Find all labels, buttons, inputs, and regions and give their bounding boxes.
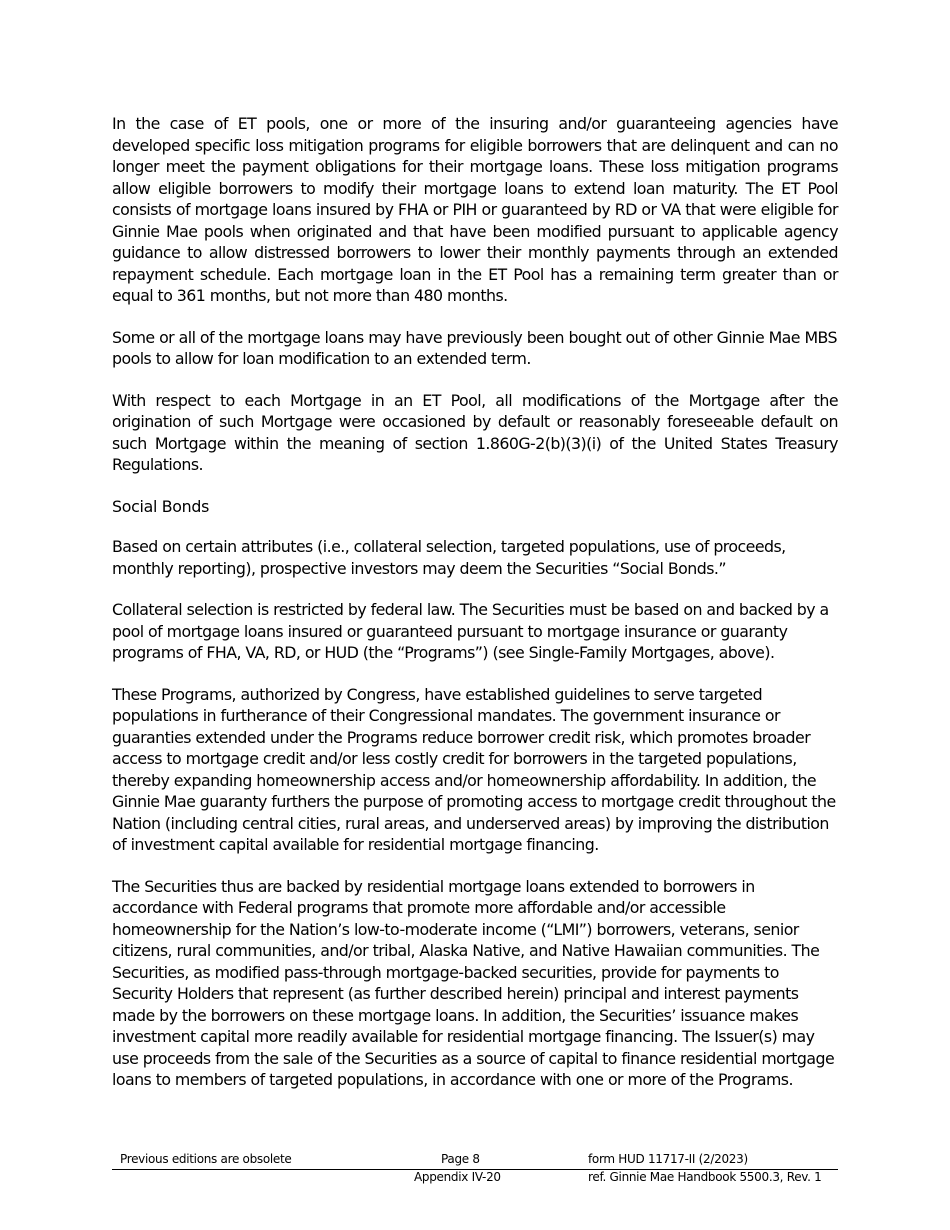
- section-heading-social-bonds: Social Bonds: [112, 496, 210, 516]
- body-content: [112, 113, 838, 1111]
- paragraph-modifications: With respect to each Mortgage in an ET Pool, all modifications of the Mortgage after the origination of such Mortgage were occasioned by default or reasonably foreseeable default on such Mortgage within the meaning of section 1.860G-2(b)(3)(i) of the United States Treasury Regulations.: [112, 390, 838, 474]
- footer-page-number: Page 8: [441, 1152, 480, 1166]
- paragraph-buyout: Some or all of the mortgage loans may have previously been bought out of other Ginnie Mae MBS pools to allow for loan modification to an extended term.: [112, 327, 838, 368]
- footer-form-number: form HUD 11717-II (2/2023): [588, 1152, 748, 1166]
- footer-handbook-ref: ref. Ginnie Mae Handbook 5500.3, Rev. 1: [588, 1170, 822, 1184]
- paragraph-et-pools: In the case of ET pools, one or more of the insuring and/or guaranteeing agencies have developed specific loss mitigation programs for eligible borrowers that are delinquent and can no longer meet the payment obligations for their mortgage loans. These loss mitigation programs allow eligible borrowers to modify their mortgage loans to extend loan maturity. The ET Pool consists of mortgage loans insured by FHA or PIH or guaranteed by RD or VA that were eligible for Ginnie Mae pools when originated and that have been modified pursuant to applicable agency guidance to allow distressed borrowers to lower their monthly payments through an extended repayment schedule. Each mortgage loan in the ET Pool has a remaining term greater than or equal to 361 months, but not more than 480 months.: [112, 114, 838, 305]
- paragraph-securities-backing: The Securities thus are backed by residential mortgage loans extended to borrowers in accordance with Federal programs that promote more affordable and/or accessible homeownership for the Nation’s low-to-moderate income (“LMI”) borrowers, veterans, senior citizens, rural communities, and/or tribal, Alaska Native, and Native Hawaiian communities. The Securities, as modified pass-through mortgage-backed securities, provide for payments to Security Holders that represent (as further described herein) principal and interest payments made by the borrowers on these mortgage loans. In addition, the Securities’ issuance makes investment capital more readily available for residential mortgage financing. The Issuer(s) may use proceeds from the sale of the Securities as a source of capital to finance residential mortgage loans to members of targeted populations, in accordance with one or more of the Programs.: [112, 876, 835, 1089]
- paragraph-programs: These Programs, authorized by Congress, have established guidelines to serve targeted populations in furtherance of their Congressional mandates. The government insurance or guaranties extended under the Programs reduce borrower credit risk, which promotes broader access to mortgage credit and/or less costly credit for borrowers in the targeted populations, thereby expanding homeownership access and/or homeownership affordability. In addition, the Ginnie Mae guaranty furthers the purpose of promoting access to mortgage credit throughout the Nation (including central cities, rural areas, and underserved areas) by improving the distribution of investment capital available for residential mortgage financing.: [112, 684, 836, 854]
- footer-appendix: Appendix IV-20: [414, 1170, 501, 1184]
- footer-obsolete-note: Previous editions are obsolete: [120, 1152, 292, 1166]
- paragraph-collateral-selection: Collateral selection is restricted by federal law. The Securities must be based on and backed by a pool of mortgage loans insured or guaranteed pursuant to mortgage insurance or guaranty programs of FHA, VA, RD, or HUD (the “Programs”) (see Single-Family Mortgages, above).: [112, 600, 829, 662]
- paragraph-social-attributes: Based on certain attributes (i.e., collateral selection, targeted populations, use of proceeds, monthly reporting), prospective investors may deem the Securities “Social Bonds.”: [112, 537, 786, 578]
